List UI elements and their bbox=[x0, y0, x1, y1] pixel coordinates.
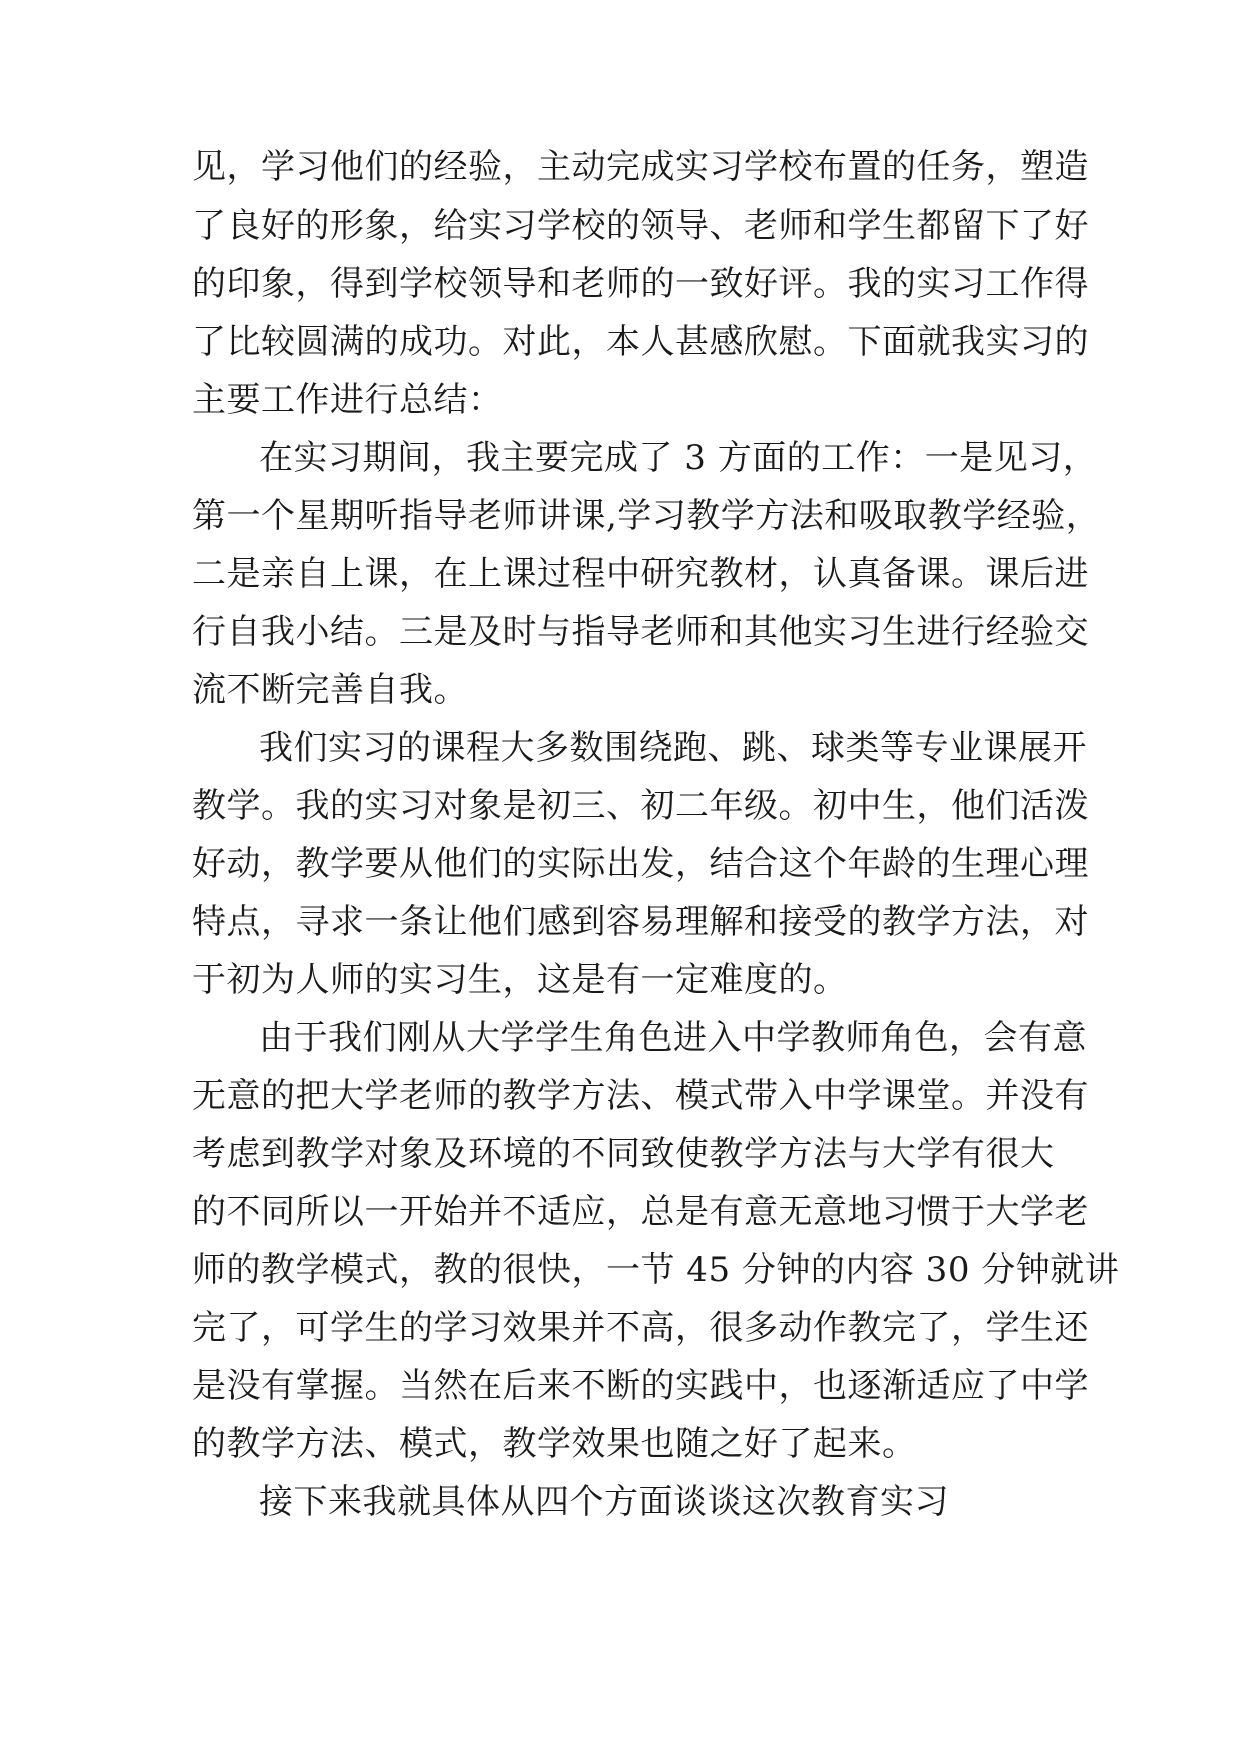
text-line: 主要工作进行总结： bbox=[192, 380, 503, 420]
paragraph-start-line: 在实习期间，我主要完成了 3 方面的工作：一是见习， bbox=[259, 438, 1098, 478]
text-line: 见，学习他们的经验，主动完成实习学校布置的任务，塑造 bbox=[192, 147, 1089, 187]
paragraph-start-line: 接下来我就具体从四个方面谈谈这次教育实习 bbox=[259, 1482, 949, 1522]
text-line: 是没有掌握。当然在后来不断的实践中，也逐渐适应了中学 bbox=[192, 1366, 1089, 1406]
text-line: 二是亲自上课，在上课过程中研究教材，认真备课。课后进 bbox=[192, 554, 1089, 594]
text-line: 第一个星期听指导老师讲课,学习教学方法和吸取教学经验， bbox=[192, 496, 1101, 536]
text-line: 于初为人师的实习生，这是有一定难度的。 bbox=[192, 960, 848, 1000]
text-line: 完了，可学生的学习效果并不高，很多动作教完了，学生还 bbox=[192, 1308, 1089, 1348]
text-line: 教学。我的实习对象是初三、初二年级。初中生，他们活泼 bbox=[192, 786, 1089, 826]
text-line: 流不断完善自我。 bbox=[192, 670, 468, 710]
text-line: 考虑到教学对象及环境的不同致使教学方法与大学有很大 bbox=[192, 1134, 1055, 1174]
text-line: 的不同所以一开始并不适应，总是有意无意地习惯于大学老 bbox=[192, 1192, 1089, 1232]
paragraph-start-line: 由于我们刚从大学学生角色进入中学教师角色，会有意 bbox=[259, 1018, 1087, 1058]
text-line: 行自我小结。三是及时与指导老师和其他实习生进行经验交 bbox=[192, 612, 1089, 652]
paragraph-start-line: 我们实习的课程大多数围绕跑、跳、球类等专业课展开 bbox=[259, 728, 1087, 768]
text-line: 了比较圆满的成功。对此，本人甚感欣慰。下面就我实习的 bbox=[192, 322, 1089, 362]
text-line: 无意的把大学老师的教学方法、模式带入中学课堂。并没有 bbox=[192, 1076, 1089, 1116]
text-line: 了良好的形象，给实习学校的领导、老师和学生都留下了好 bbox=[192, 206, 1089, 246]
text-line: 的教学方法、模式，教学效果也随之好了起来。 bbox=[192, 1424, 917, 1464]
text-line: 特点，寻求一条让他们感到容易理解和接受的教学方法，对 bbox=[192, 902, 1089, 942]
text-line: 师的教学模式，教的很快，一节 45 分钟的内容 30 分钟就讲 bbox=[192, 1250, 1120, 1290]
text-line: 好动，教学要从他们的实际出发，结合这个年龄的生理心理 bbox=[192, 844, 1089, 884]
text-line: 的印象，得到学校领导和老师的一致好评。我的实习工作得 bbox=[192, 264, 1089, 304]
